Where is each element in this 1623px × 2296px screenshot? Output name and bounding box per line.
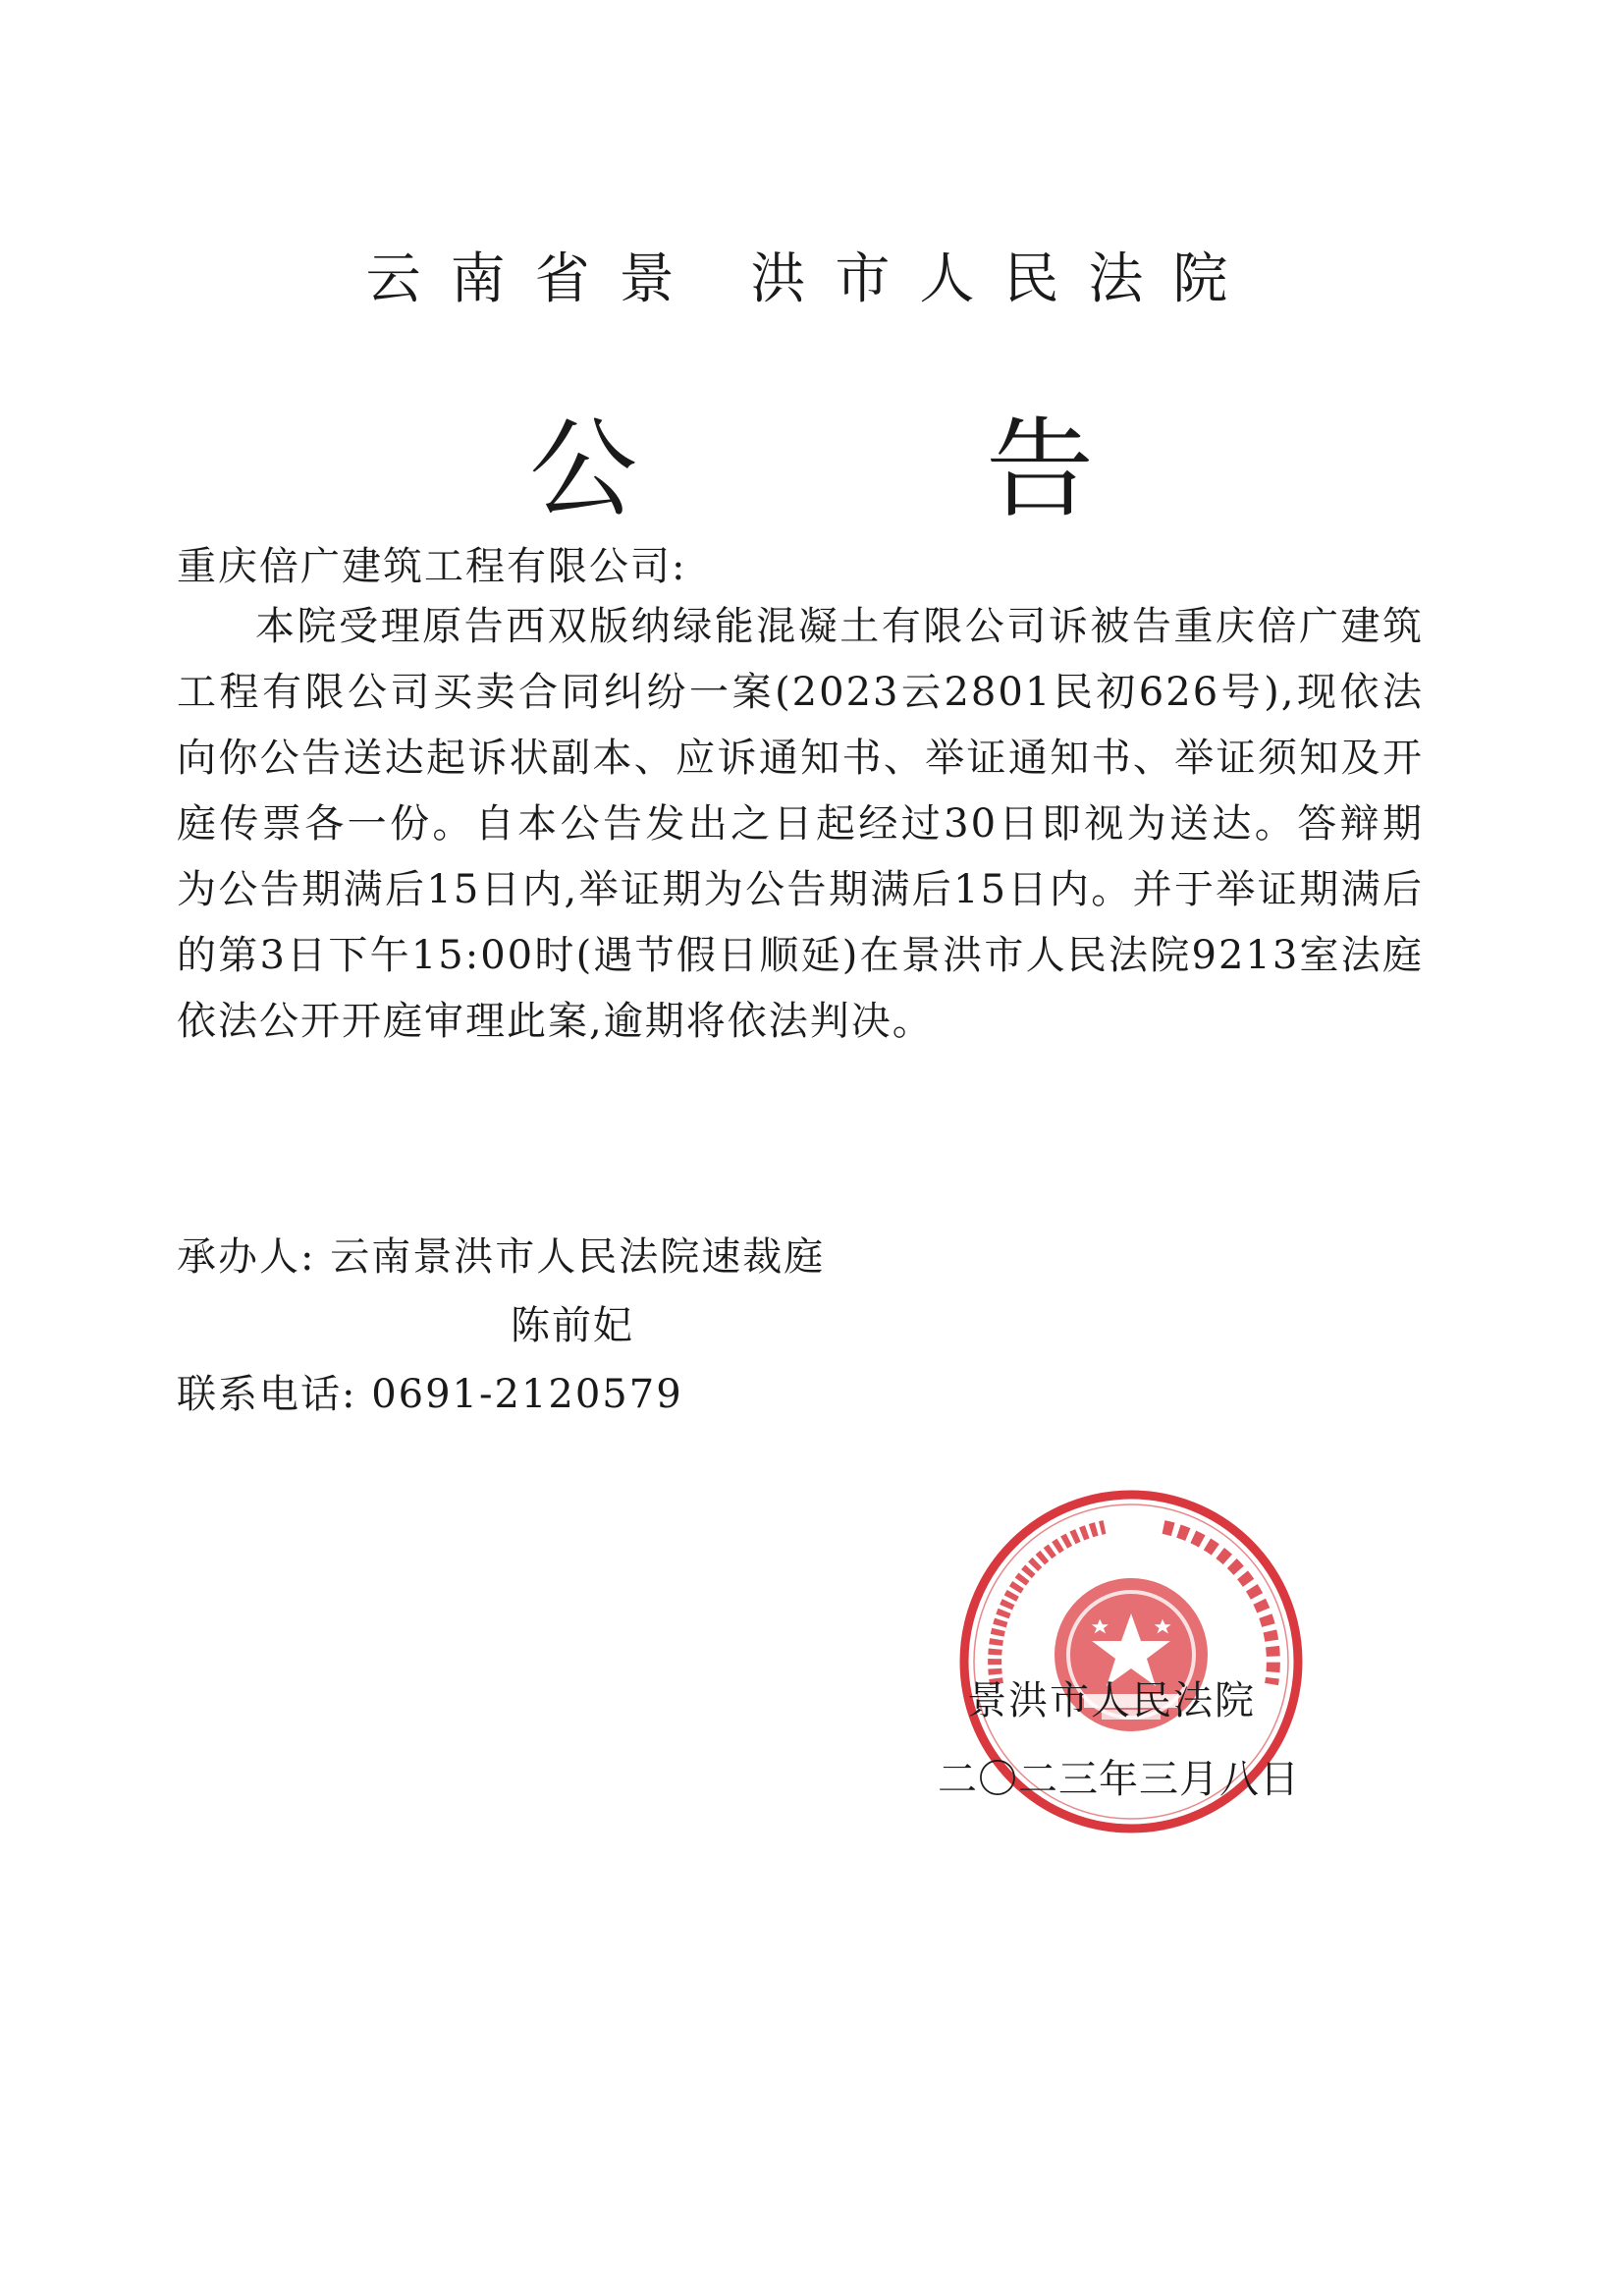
contact-phone: 联系电话: 0691-2120579 (177, 1372, 683, 1417)
signing-date: 二〇二三年三月八日 (938, 1757, 1300, 1802)
handler-name: 陈前妃 (511, 1303, 634, 1348)
notice-body-paragraph: 本院受理原告西双版纳绿能混凝土有限公司诉被告重庆倍广建筑工程有限公司买卖合同纠纷一案(2023云2801民初626号),现依法向你公告送达起诉状副本、应诉通知书、举证通知书、举证须知及开庭传票各一份。自本公告发出之日起经过30日即视为送达。答辩期为公告期满后15日内,举证期为公告期满后15日内。并于举证期满后的第3日下午15:00时(遇节假日顺延)在景洪市人民法院9213室法庭依法公开开庭审理此案,逾期将依法判决。 (177, 604, 1424, 1044)
handler-line: 承办人: 云南景洪市人民法院速裁庭 (177, 1234, 826, 1280)
signing-court: 景洪市人民法院 (967, 1678, 1256, 1723)
addressee-line: 重庆倍广建筑工程有限公司: (177, 544, 687, 589)
court-name-heading: 云南省景 洪市人民法院 (365, 247, 1258, 311)
notice-title: 公 告 (529, 407, 1251, 532)
